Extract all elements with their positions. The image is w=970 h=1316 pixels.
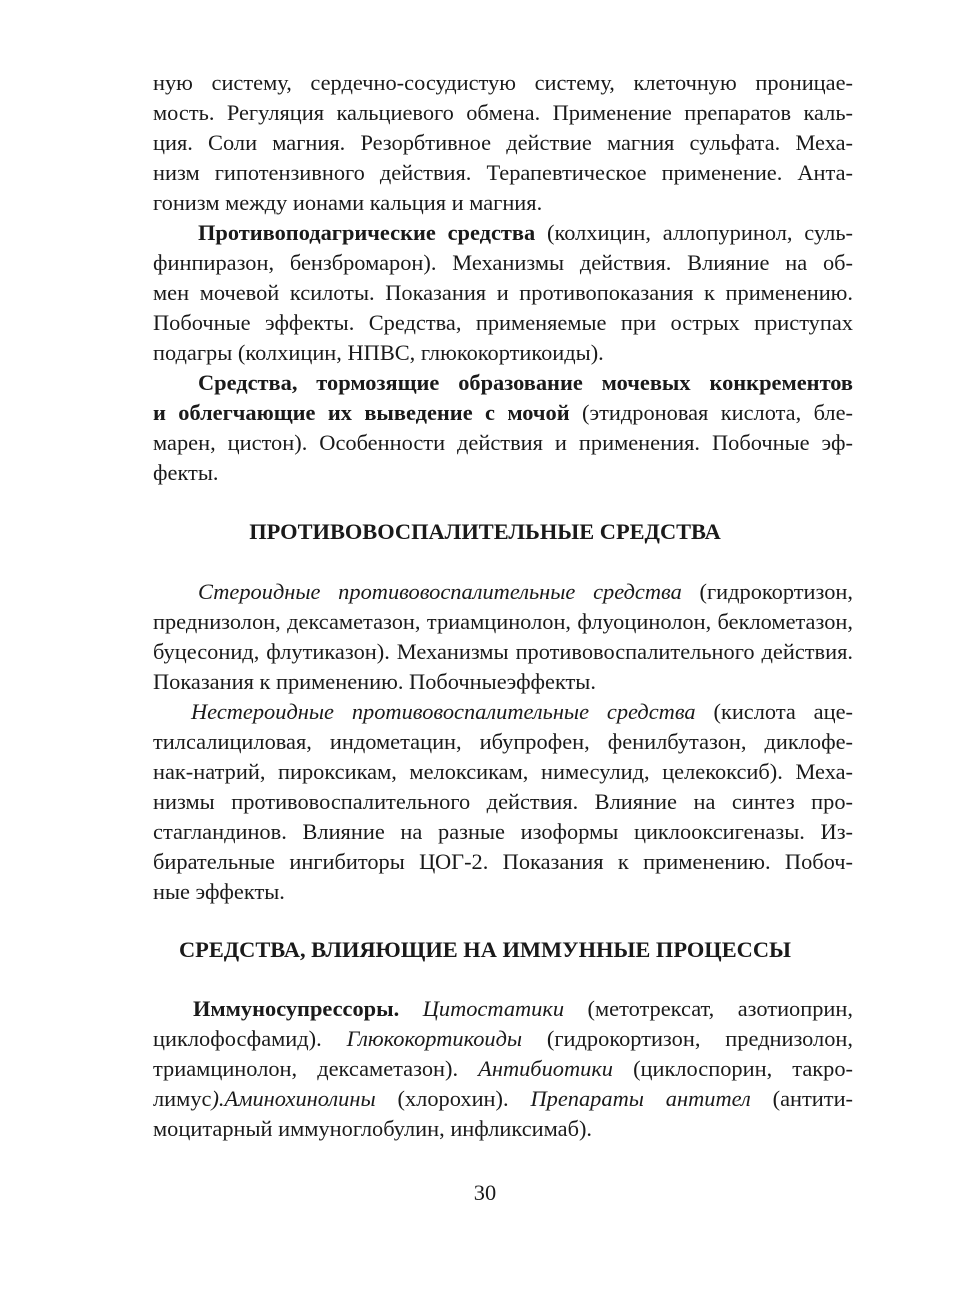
text-run: (хлорохин). (375, 1086, 531, 1111)
text-line (153, 757, 853, 787)
text-line (153, 727, 853, 757)
text-line (153, 308, 853, 338)
paragraph-urolithiasis-agents (153, 368, 853, 488)
text-run: (этидроновая кислота, бле- (569, 400, 853, 425)
text-line (153, 1084, 853, 1114)
text-run: (антити- (750, 1086, 854, 1111)
text-run: лимус (153, 1086, 212, 1111)
text-run: буцесонид, флутиказон). Механизмы противовоспалительного действия. (153, 639, 853, 664)
text-line (153, 188, 853, 218)
text-line (153, 68, 853, 98)
paragraph-antigout-agents (153, 218, 853, 368)
italic-term: Антибиотики (478, 1056, 613, 1081)
text-line (153, 428, 853, 458)
page-number: 30 (473, 1180, 497, 1205)
text-run: бирательные ингибиторы ЦОГ-2. Показания к применению. Побоч- (153, 849, 853, 874)
text-line (153, 667, 853, 697)
text-line (153, 458, 853, 488)
text-run: низмы противовоспалительного действия. Влияние на синтез про- (153, 789, 853, 814)
text-run: стагландинов. Влияние на разные изоформы циклооксигеназы. Из- (153, 819, 853, 844)
bold-term: Противоподагрические средства (198, 220, 536, 245)
text-run: (метотрексат, азотиоприн, (564, 996, 853, 1021)
text-run: мен мочевой ксилоты. Показания и противопоказания к применению. (153, 280, 853, 305)
text-run: моцитарный иммуноглобулин, инфликсимаб). (153, 1116, 593, 1141)
text-line (153, 1024, 853, 1054)
text-run: (колхицин, аллопуринол, суль- (535, 220, 853, 245)
bold-term: Иммуносупрессоры. (193, 996, 400, 1021)
text-line (153, 877, 853, 907)
text-run: (циклоспорин, такро- (613, 1056, 853, 1081)
text-run: ция. Соли магния. Резорбтивное действие магния сульфата. Меха- (153, 130, 853, 155)
text-line (153, 218, 853, 248)
text-run: (гидрокортизон, преднизолон, (522, 1026, 854, 1051)
text-line (153, 398, 853, 428)
text-line (153, 637, 853, 667)
italic-term: Стероидные противовоспалительные средства (198, 579, 682, 604)
text-run: подагры (колхицин, НПВС, глюкокортикоиды). (153, 340, 604, 365)
text-line (153, 847, 853, 877)
text-line (153, 787, 853, 817)
text-run (399, 996, 422, 1021)
italic-term: Нестероидные противовоспалительные средства (191, 699, 696, 724)
text-line (153, 817, 853, 847)
text-run: финпиразон, бензбромарон). Механизмы действия. Влияние на об- (153, 250, 853, 275)
section-heading-immune-processes: СРЕДСТВА, ВЛИЯЮЩИЕ НА ИММУННЫЕ ПРОЦЕССЫ (179, 937, 791, 962)
text-run: (кислота аце- (695, 699, 853, 724)
text-run: ные эффекты. (153, 879, 285, 904)
text-run: триамцинолон, дексаметазон). (153, 1056, 479, 1081)
paragraph-nsaids (153, 697, 853, 907)
section-heading-anti-inflammatory: ПРОТИВОВОСПАЛИТЕЛЬНЫЕ СРЕДСТВА (249, 519, 721, 544)
text-line (153, 1054, 853, 1084)
italic-term: Глюкокортикоиды (346, 1026, 523, 1051)
italic-term: Цитостатики (422, 996, 565, 1021)
text-line (153, 697, 853, 727)
text-run: преднизолон, дексаметазон, триамцинолон, флуоцинолон, беклометазон, (153, 609, 853, 634)
text-run: Побочные эффекты. Средства, применяемые при острых приступах (153, 310, 853, 335)
text-line (153, 994, 853, 1024)
paragraph-steroid-anti-inflammatory (153, 577, 853, 697)
text-line (153, 1114, 853, 1144)
text-run: гонизм между ионами кальция и магния. (153, 190, 543, 215)
bold-term: Средства, тормозящие образование мочевых конкрементов (198, 370, 853, 395)
text-run: циклофосфамид). (153, 1026, 347, 1051)
italic-term: ).Аминохинолины (211, 1086, 376, 1111)
text-line (153, 368, 853, 398)
text-line (153, 128, 853, 158)
paragraph-calcium-magnesium (153, 68, 853, 218)
text-run: (гидрокортизон, (681, 579, 853, 604)
text-run: тилсалициловая, индометацин, ибупрофен, фенилбутазон, диклофе- (153, 729, 853, 754)
text-line (153, 338, 853, 368)
text-line (153, 248, 853, 278)
text-run: марен, цистон). Особенности действия и применения. Побочные эф- (153, 430, 853, 455)
text-line (153, 98, 853, 128)
text-line (153, 577, 853, 607)
text-run: нак-натрий, пироксикам, мелоксикам, нимесулид, целекоксиб). Меха- (153, 759, 853, 784)
text-run: фекты. (153, 460, 219, 485)
bold-term: и облегчающие их выведение с мочой (153, 400, 570, 425)
paragraph-immunosuppressors (153, 994, 853, 1144)
text-run: мость. Регуляция кальциевого обмена. Применение препаратов каль- (153, 100, 853, 125)
text-line (153, 278, 853, 308)
text-line (153, 158, 853, 188)
text-run: ную систему, сердечно-сосудистую систему, клеточную проницае- (153, 70, 853, 95)
text-line (153, 607, 853, 637)
text-run: Показания к применению. Побочныеэффекты. (153, 669, 596, 694)
text-run: низм гипотензивного действия. Терапевтическое применение. Анта- (153, 160, 853, 185)
italic-term: Препараты антител (530, 1086, 751, 1111)
